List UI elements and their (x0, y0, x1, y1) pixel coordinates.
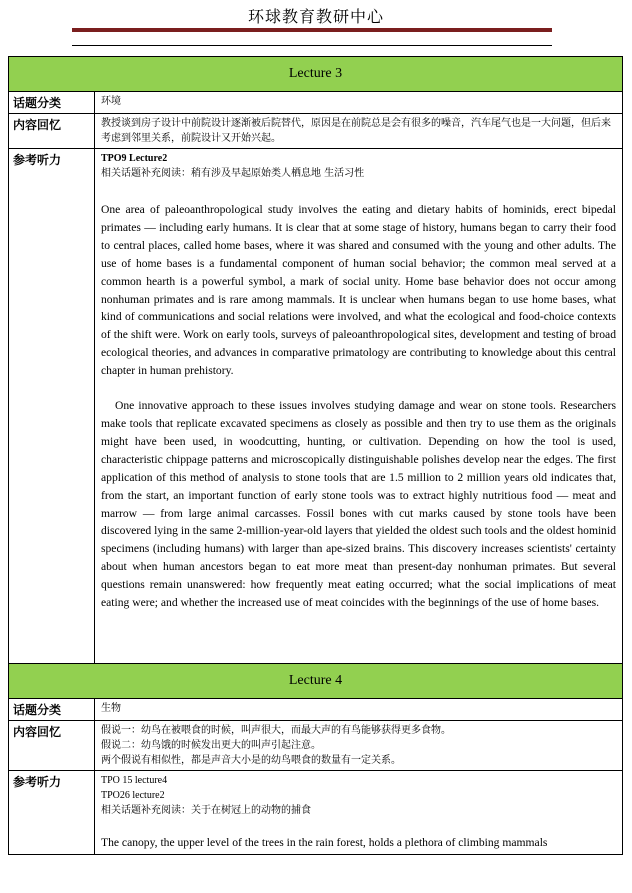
lecture3-header-row (9, 57, 623, 92)
lecture4-topic-label: 话题分类 (9, 699, 95, 721)
lecture4-recall-label: 内容回忆 (9, 721, 95, 771)
lecture3-recall-text: 教授谈到房子设计中前院设计逐渐被后院替代，原因是在前院总是会有很多的噪音，汽车尾气也是一大问题，但后来考虑到邻里关系，前院设计又开始兴起。 (95, 114, 623, 149)
lecture4-topic-value: 生物 (95, 699, 623, 721)
header-rule-thin (72, 45, 552, 46)
lecture3-ref-related: 相关话题补充阅读：稍有涉及早起原始类人栖息地 生活习性 (101, 168, 365, 179)
lecture4-recall-line: 假说一：幼鸟在被喂食的时候，叫声很大，而最大声的有鸟能够获得更多食物。 (101, 725, 451, 736)
lecture4-recall-row (9, 721, 623, 771)
lecture4-recall-line: 假说二：幼鸟饿的时候发出更大的叫声引起注意。 (101, 740, 321, 751)
lecture4-topic-row (9, 699, 623, 721)
lecture4-paragraph-1: The canopy, the upper level of the trees in the rain forest, holds a plethora of climbing mammals (101, 836, 548, 849)
lecture3-recall-row (9, 114, 623, 149)
lecture3-paragraph-1: One area of paleoanthropological study involves the eating and dietary habits of hominids, erect bipedal primates — including early humans. It is clear that at some stage of history, humans began to carry their food to central places, called home bases, where it was shared and consumed with the young and other adults. The use of home bases is a fundamental component of human social behavior; the common meal served at a common hearth is a powerful symbol, a mark of social unity. Home base behavior does not occur among nonhuman primates and is rare among mammals. It is unclear when humans began to use home bases, what kind of communications and social relations were involved, and what the ecological and food-choice contexts of the shift were. Work on early tools, surveys of paleoanthropological sites, development and testing of broad ecological theories, and advances in comparative primatology are contributing to knowledge about this central chapter in human prehistory. (101, 203, 616, 378)
lecture4-ref-label: 参考听力 (9, 771, 95, 855)
lecture4-ref-content (95, 771, 623, 855)
lecture3-ref-row (9, 149, 623, 664)
lecture3-title: Lecture 3 (9, 57, 623, 92)
lecture4-ref-row (9, 771, 623, 855)
lecture4-header-row (9, 664, 623, 699)
header-title: 环球教育教研中心 (247, 7, 384, 26)
lecture3-topic-value: 环境 (95, 92, 623, 114)
lecture3-ref-content (95, 149, 623, 664)
lecture4-recall-content (95, 721, 623, 771)
lecture3-ref-title: TPO9 Lecture2 (101, 153, 168, 164)
lecture3-recall-label: 内容回忆 (9, 114, 95, 149)
lecture-table (8, 56, 623, 855)
header-rule-thick (72, 28, 552, 32)
lecture4-title: Lecture 4 (9, 664, 623, 699)
lecture4-ref-line: TPO26 lecture2 (101, 790, 165, 801)
lecture4-ref-related: 相关话题补充阅读：关于在树冠上的动物的捕食 (101, 805, 311, 816)
lecture4-ref-line: TPO 15 lecture4 (101, 775, 168, 786)
lecture4-recall-line: 两个假说有相似性，都是声音大小是的幼鸟喂食的数量有一定关系。 (101, 755, 401, 766)
page-header (0, 0, 632, 50)
lecture3-topic-label: 话题分类 (9, 92, 95, 114)
lecture3-paragraph-2: One innovative approach to these issues involves studying damage and wear on stone tools. Researchers make tools that replicate excavated specimens as closely as possible and then try to use them as the originals might have been used, in woodcutting, hunting, or cultivation. Depending on how the tool is used, characteristic chippage patterns and microscopically distinguishable polishes develop near the edges. The first application of this method of analysis to stone tools that are 1.5 million to 2 million years old indicates that, from the start, an important function of early stone tools was to extract highly nutritious food — meat and marrow — from large animal carcasses. Fossil bones with cut marks caused by stone tools have been discovered lying in the same 2-million-year-old layers that yielded the oldest such tools and the oldest hominid specimens (including humans) with larger than ape-sized brains. This discovery increases scientists' certainty about when human ancestors began to eat more meat than present-day nonhuman primates. But several questions remain unanswered: how frequently meat eating occurred; what the social implications of meat eating were; and whether the increased use of meat coincides with the beginnings of the use of home bases. (101, 399, 616, 610)
lecture3-ref-label: 参考听力 (9, 149, 95, 664)
lecture3-topic-row (9, 92, 623, 114)
